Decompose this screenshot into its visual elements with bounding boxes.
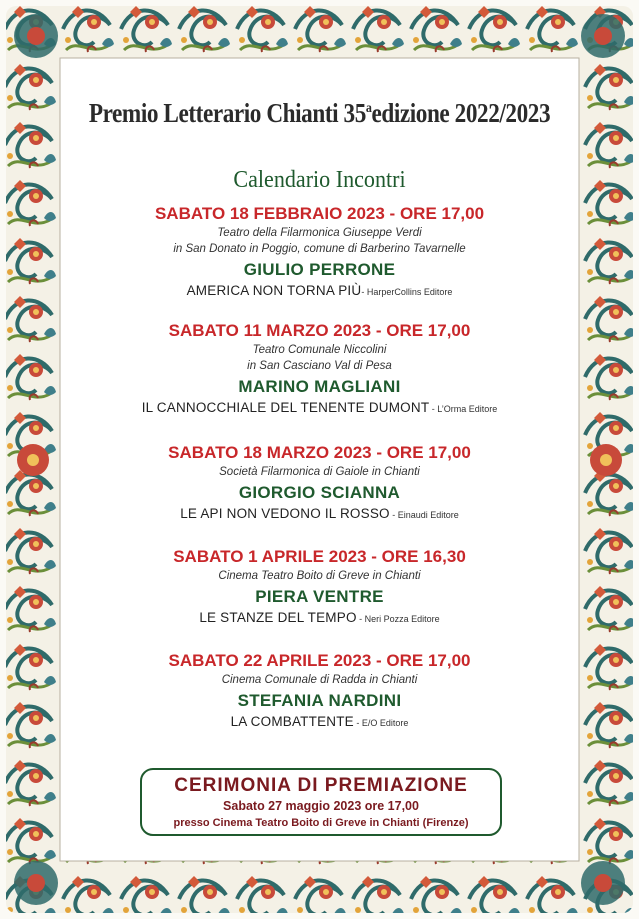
event-item [0, 320, 639, 419]
event-author: GIORGIO SCIANNA [238, 483, 401, 502]
event-venue: in San Casciano Val di Pesa [247, 360, 392, 372]
event-venue: Teatro Comunale Niccolini [252, 344, 387, 356]
event-item [0, 650, 639, 733]
event-author: GIULIO PERRONE [243, 260, 396, 279]
event-author: MARINO MAGLIANI [238, 377, 401, 396]
event-venue: Cinema Comunale di Radda in Chianti [221, 674, 418, 686]
event-item [0, 203, 639, 302]
event-date: SABATO 1 APRILE 2023 - ORE 16,30 [173, 547, 466, 566]
ceremony-box [140, 768, 502, 836]
event-date: SABATO 11 MARZO 2023 - ORE 17,00 [168, 321, 471, 340]
event-book: LE STANZE DEL TEMPO - Neri Pozza Editore [199, 610, 440, 625]
page-title: Premio Letterario Chianti 35$^a$edizione 2022/2023 [88, 98, 551, 128]
ceremony-date: Sabato 27 maggio 2023 ore 17,00 [223, 799, 419, 813]
event-venue: in San Donato in Poggio, comune di Barberino Tavarnelle [173, 243, 466, 255]
event-date: SABATO 18 FEBBRAIO 2023 - ORE 17,00 [154, 204, 485, 223]
event-item [0, 442, 639, 525]
calendar-heading: Calendario Incontri [233, 167, 406, 193]
event-venue: Cinema Teatro Boito di Greve in Chianti [218, 570, 421, 582]
event-book: IL CANNOCCHIALE DEL TENENTE DUMONT - L’Orma Editore [141, 400, 498, 415]
event-book: LE API NON VEDONO IL ROSSO - Einaudi Editore [180, 506, 459, 521]
ceremony-title: CERIMONIA DI PREMIAZIONE [174, 775, 468, 796]
event-item [0, 546, 639, 629]
event-book: LA COMBATTENTE - E/O Editore [230, 714, 409, 729]
event-book: AMERICA NON TORNA PIÙ- HarperCollins Editore [186, 283, 453, 298]
event-venue: Società Filarmonica di Gaiole in Chianti [219, 466, 420, 478]
event-date: SABATO 22 APRILE 2023 - ORE 17,00 [168, 651, 471, 670]
event-venue: Teatro della Filarmonica Giuseppe Verdi [217, 227, 422, 239]
ceremony-place: presso Cinema Teatro Boito di Greve in Chianti (Firenze) [173, 817, 469, 829]
event-date: SABATO 18 MARZO 2023 - ORE 17,00 [168, 443, 471, 462]
event-author: STEFANIA NARDINI [237, 691, 402, 710]
event-author: PIERA VENTRE [255, 587, 384, 606]
